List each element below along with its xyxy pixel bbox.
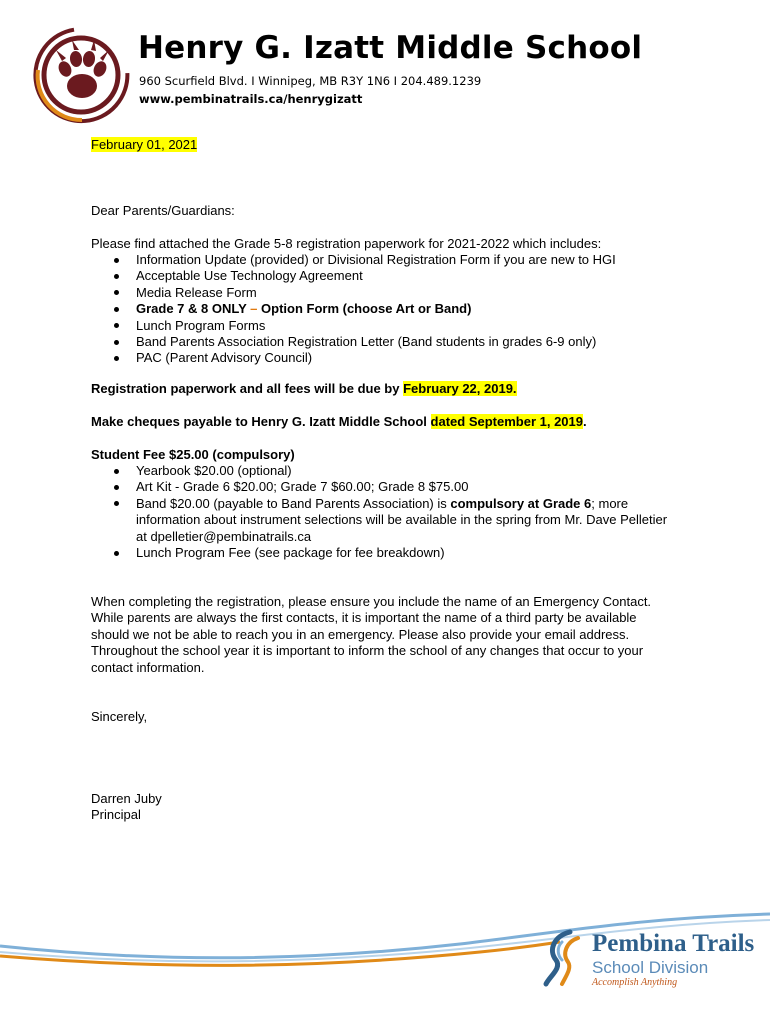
due-date: February 22, 2019. — [403, 381, 517, 396]
due-date-line — [91, 381, 517, 397]
fee-item — [91, 496, 681, 545]
list-item: Information Update (provided) or Divisional Registration Form if you are new to HGI — [91, 252, 691, 268]
signer-name: Darren Juby — [91, 791, 162, 806]
band-fee-compulsory: compulsory at Grade 6 — [450, 495, 592, 511]
closing: Sincerely, — [91, 709, 148, 724]
org-subtitle: School Division — [592, 958, 709, 977]
cheque-line — [91, 414, 587, 430]
salutation: Dear Parents/Guardians: — [91, 203, 235, 218]
paperwork-list — [91, 252, 691, 367]
list-item: Media Release Form — [91, 285, 691, 301]
emergency-paragraph: When completing the registration, please ensure you include the name of an Emergency Contact. While parents are always the first contacts, it is important the name of a third party be available should we not be able to reach you in an emergency. Please also provide your email address. Throughout the school year it is important to inform the school of any changes that occur to your contact information. — [91, 594, 652, 675]
cheque-date: dated September 1, 2019 — [430, 414, 583, 429]
school-paw-logo — [32, 26, 132, 124]
band-fee-text: Band $20.00 (payable to Band Parents Association) is — [136, 495, 451, 511]
fee-list — [91, 463, 681, 561]
option-form-dash: – — [250, 301, 258, 317]
org-tagline: Accomplish Anything — [592, 977, 678, 988]
signer-title: Principal — [91, 807, 141, 822]
letter-date — [91, 137, 197, 153]
list-item: Acceptable Use Technology Agreement — [91, 268, 691, 284]
due-text: Registration paperwork and all fees will be due by — [91, 381, 404, 396]
school-website[interactable]: www.pembinatrails.ca/henrygizatt — [139, 92, 363, 106]
org-name: Pembina Trails — [592, 930, 755, 957]
pembina-trails-logo-icon — [540, 928, 584, 988]
fee-item: Art Kit - Grade 6 $20.00; Grade 7 $60.00; Grade 8 $75.00 — [91, 479, 681, 495]
option-form-label: Grade 7 & 8 ONLY — [136, 301, 251, 317]
fee-heading: Student Fee $25.00 (compulsory) — [91, 447, 295, 462]
band-fee-more: ; more information about instrument selections will be available in the spring from Mr. Dave Pelletier at dpelletier@pembinatrails.ca — [136, 495, 668, 544]
cheque-text: Make cheques payable to Henry G. Izatt Middle School — [91, 414, 431, 429]
list-item: PAC (Parent Advisory Council) — [91, 350, 691, 366]
option-form-detail: Option Form (choose Art or Band) — [257, 301, 472, 317]
cheque-end: . — [583, 414, 587, 429]
date-highlight: February 01, 2021 — [91, 137, 198, 152]
fee-item: Yearbook $20.00 (optional) — [91, 463, 681, 479]
list-item: Band Parents Association Registration Letter (Band students in grades 6-9 only) — [91, 334, 691, 350]
list-item: Lunch Program Forms — [91, 318, 691, 334]
intro-text: Please find attached the Grade 5-8 registration paperwork for 2021-2022 which includes: — [91, 236, 602, 251]
fee-item: Lunch Program Fee (see package for fee breakdown) — [91, 545, 681, 561]
school-address: 960 Scurfield Blvd. I Winnipeg, MB R3Y 1N6 I 204.489.1239 — [139, 74, 482, 88]
list-item — [91, 301, 691, 317]
school-name: Henry G. Izatt Middle School — [138, 30, 643, 66]
